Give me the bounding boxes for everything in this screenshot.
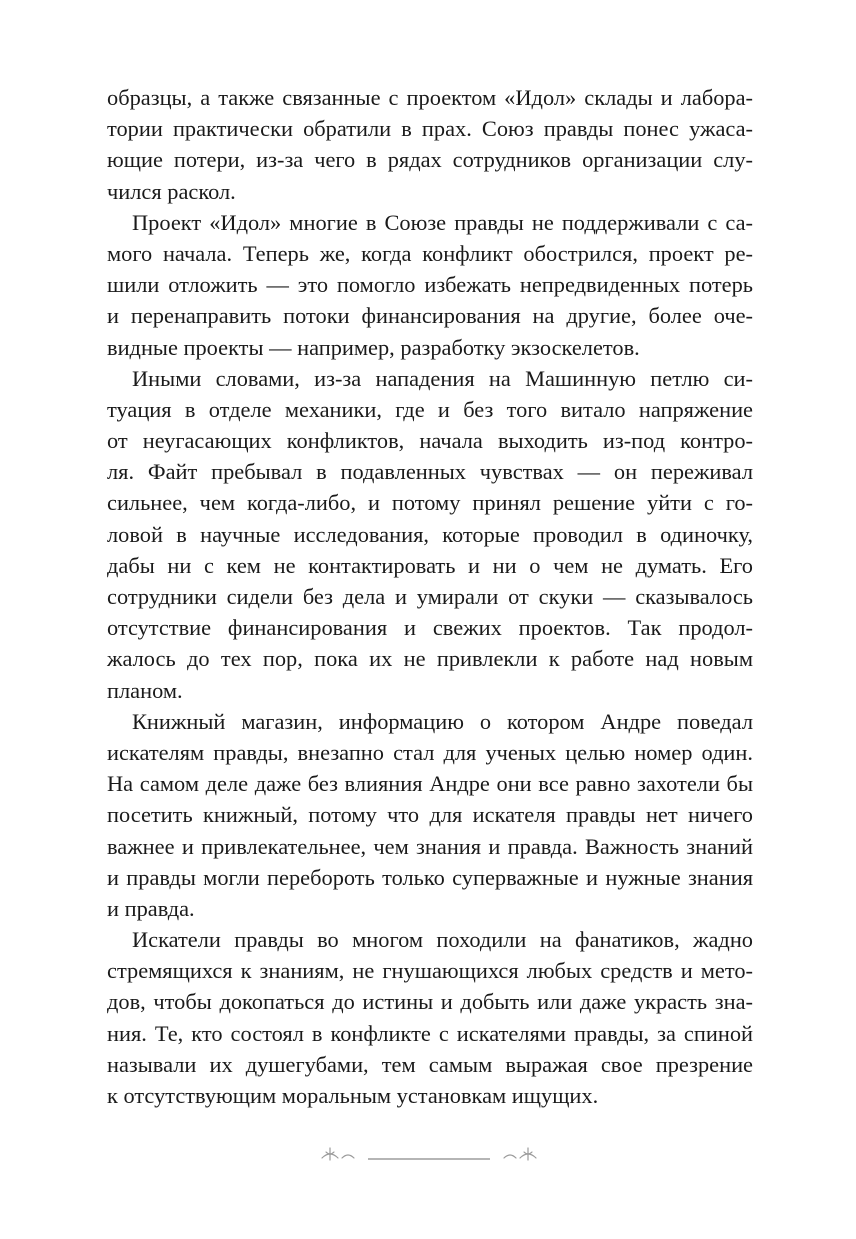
text-line: к отсутствующим моральным установкам ищущих. <box>107 1083 599 1108</box>
text-line: На самом деле даже без влияния Андре они все равно захотели бы <box>107 771 753 797</box>
text-line: ния. Те, кто состоял в конфликте с искателями правды, за спиной <box>107 1020 753 1046</box>
page-body <box>107 82 753 1111</box>
text-line: туация в отделе механики, где и без того витало напряжение <box>107 396 753 422</box>
text-line: ля. Файт пребывал в подавленных чувствах — он переживал <box>107 459 753 485</box>
paragraph-3 <box>107 363 753 706</box>
paragraph-5 <box>107 924 753 1111</box>
text-line: дов, чтобы докопаться до истины и добыть или даже украсть зна- <box>107 989 753 1015</box>
text-line: шили отложить — это помогло избежать непредвиденных потерь <box>107 272 753 298</box>
text-line: Искатели правды во многом походили на фанатиков, жадно <box>132 927 753 953</box>
text-line: Книжный магазин, информацию о котором Андре поведал <box>132 708 753 734</box>
text-line: планом. <box>107 677 183 703</box>
paragraph-1 <box>107 82 753 207</box>
text-line: и правда. <box>107 895 195 921</box>
text-line: и правды могли перебороть только суперважные и нужные знания <box>107 864 753 890</box>
paragraph-4 <box>107 706 753 924</box>
text-line: жалось до тех пор, пока их не привлекли к работе над новым <box>107 646 753 672</box>
text-line: от неугасающих конфликтов, начала выходить из-под контро- <box>107 428 753 454</box>
text-line: сильнее, чем когда-либо, и потому принял решение уйти с го- <box>107 490 753 516</box>
text-line: образцы, а также связанные с проектом «Идол» склады и лабора- <box>107 85 753 110</box>
text-line: искателям правды, внезапно стал для ученых целью номер один. <box>107 739 753 765</box>
text-line: и перенаправить потоки финансирования на другие, более оче- <box>107 303 753 329</box>
text-line: важнее и привлекательнее, чем знания и правда. Важность знаний <box>107 833 753 859</box>
text-line: посетить книжный, потому что для искателя правды нет ничего <box>107 802 753 828</box>
floral-divider-icon <box>0 1146 856 1166</box>
text-line: называли их душегубами, тем самым выражая свое презрение <box>107 1051 753 1077</box>
text-line: ющие потери, из-за чего в рядах сотрудников организации слу- <box>107 147 753 173</box>
text-line: тории практически обратили в прах. Союз правды понес ужаса- <box>107 116 753 142</box>
text-line: ловой в научные исследования, которые проводил в одиночку, <box>107 521 753 547</box>
text-line: дабы ни с кем не контактировать и ни о чем не думать. Его <box>107 552 753 578</box>
text-line: видные проекты — например, разработку экзоскелетов. <box>107 334 640 360</box>
text-line: мого начала. Теперь же, когда конфликт обострился, проект ре- <box>107 240 753 266</box>
text-line: отсутствие финансирования и свежих проектов. Так продол- <box>107 615 753 641</box>
text-line: Иными словами, из-за нападения на Машинную петлю си- <box>132 365 753 391</box>
text-line: сотрудники сидели без дела и умирали от скуки — сказывалось <box>107 584 753 609</box>
text-line: стремящихся к знаниям, не гнушающихся любых средств и мето- <box>107 958 753 984</box>
text-line: чился раскол. <box>107 178 236 204</box>
text-line: Проект «Идол» многие в Союзе правды не поддерживали с са- <box>132 209 753 235</box>
paragraph-2 <box>107 207 753 363</box>
